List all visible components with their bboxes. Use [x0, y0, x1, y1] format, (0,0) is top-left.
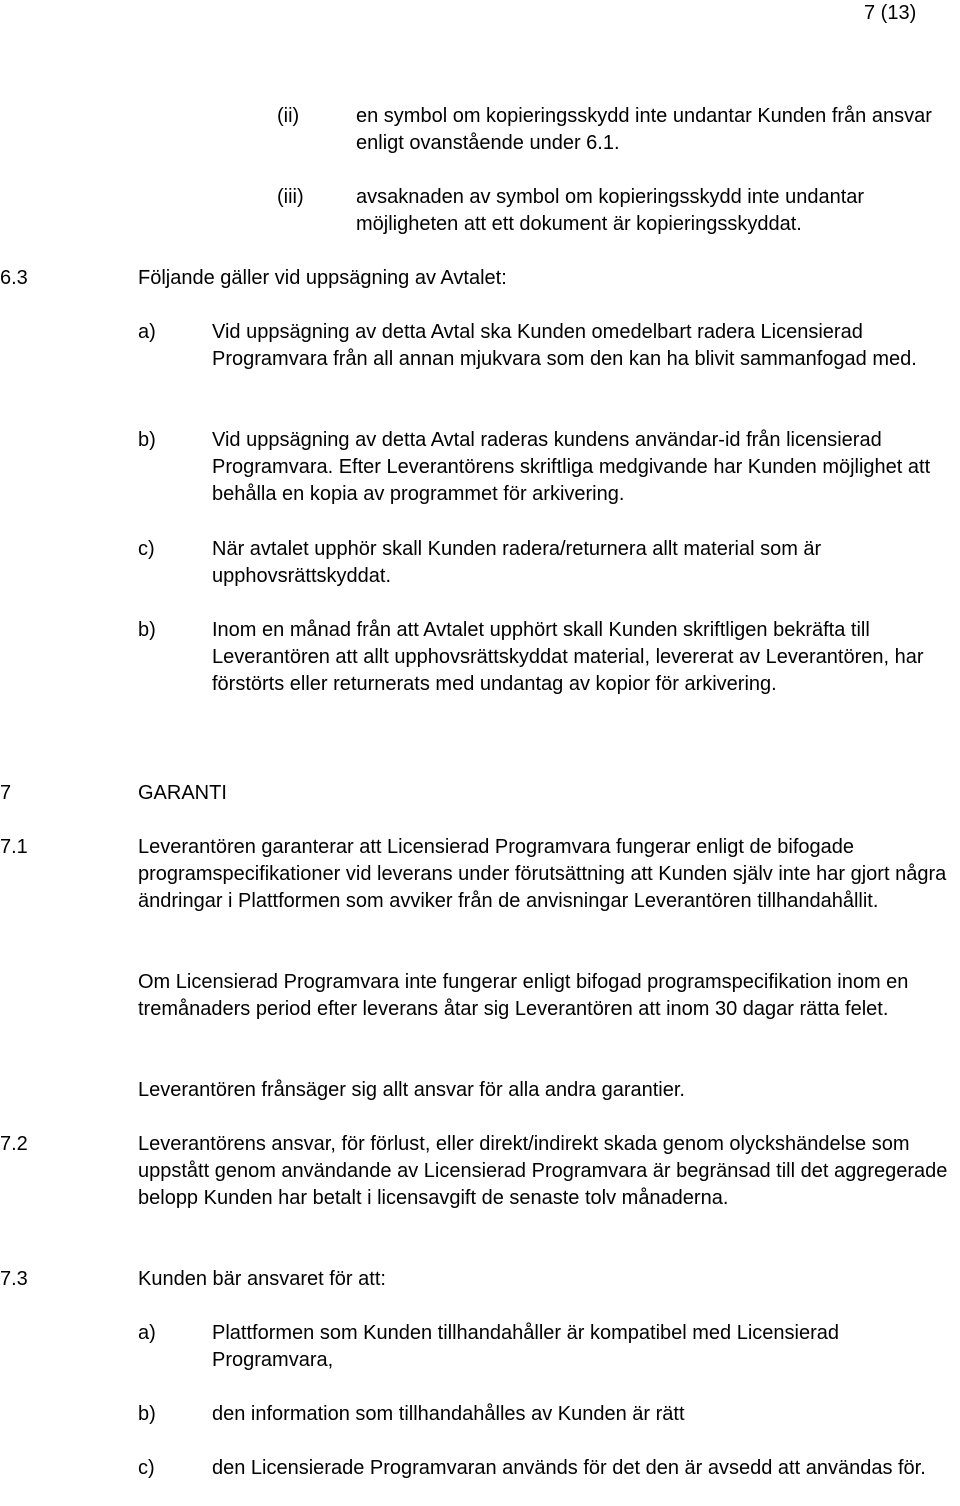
item-text: den Licensierade Programvaran används för det den är avsedd att användas för.: [212, 1457, 926, 1479]
item-text: Inom en månad från att Avtalet upphört skall Kunden skriftligen bekräfta till Leverantören att allt upphovsrättskyddat material, levererat av Leverantören, har förstörts eller returnerats med undantag av kopior för arkivering.: [212, 619, 924, 695]
item-text: När avtalet upphör skall Kunden radera/returnera allt material som är upphovsrättskyddat.: [212, 538, 822, 587]
paragraph: Leverantören frånsäger sig allt ansvar för alla andra garantier.: [138, 1079, 685, 1101]
section-number: 7.1: [0, 836, 28, 858]
item-text: avsaknaden av symbol om kopieringsskydd inte undantar möjligheten att ett dokument är kopieringsskyddat.: [356, 186, 865, 235]
section-heading: Kunden bär ansvaret för att:: [138, 1268, 386, 1290]
item-label: b): [138, 1403, 156, 1425]
item-label: a): [138, 321, 156, 343]
item-label: b): [138, 619, 156, 641]
item-label: (iii): [277, 186, 304, 208]
section-number: 7.2: [0, 1133, 28, 1155]
item-label: b): [138, 429, 156, 451]
item-label: c): [138, 1457, 155, 1479]
page-number: 7 (13): [864, 2, 917, 24]
item-text: den information som tillhandahålles av Kunden är rätt: [212, 1403, 685, 1425]
item-text: Plattformen som Kunden tillhandahåller är kompatibel med Licensierad Programvara,: [212, 1322, 840, 1371]
paragraph: Leverantörens ansvar, för förlust, eller direkt/indirekt skada genom olyckshändelse som uppstått genom användande av Licensierad Programvara är begränsad till det aggregerade belopp Kunden har betalt i licensavgift de senaste tolv månaderna.: [138, 1133, 948, 1209]
section-heading: Följande gäller vid uppsägning av Avtalet:: [138, 267, 507, 289]
section-number: 7.3: [0, 1268, 28, 1290]
section-heading: GARANTI: [138, 782, 227, 804]
paragraph: Om Licensierad Programvara inte fungerar enligt bifogad programspecifikation inom en tremånaders period efter leverans åtar sig Leverantören att inom 30 dagar rätta felet.: [138, 971, 909, 1020]
item-label: c): [138, 538, 155, 560]
item-text: Vid uppsägning av detta Avtal raderas kundens användar-id från licensierad Programvara. Efter Leverantörens skriftliga medgivande har Kunden möjlighet att behålla en kopia av programmet för arkivering.: [212, 429, 931, 505]
section-number: 6.3: [0, 267, 28, 289]
paragraph: Leverantören garanterar att Licensierad Programvara fungerar enligt de bifogade programspecifikationer vid leverans under förutsättning att Kunden själv inte har gjort några ändringar i Plattformen som avviker från de anvisningar Leverantören tillhandahållit.: [138, 836, 947, 912]
item-label: (ii): [277, 105, 300, 127]
item-text: Vid uppsägning av detta Avtal ska Kunden omedelbart radera Licensierad Programvara från all annan mjukvara som den kan ha blivit sammanfogad med.: [212, 321, 917, 370]
section-number: 7: [0, 782, 12, 804]
item-text: en symbol om kopieringsskydd inte undantar Kunden från ansvar enligt ovanstående under 6.1.: [356, 105, 932, 154]
item-label: a): [138, 1322, 156, 1344]
